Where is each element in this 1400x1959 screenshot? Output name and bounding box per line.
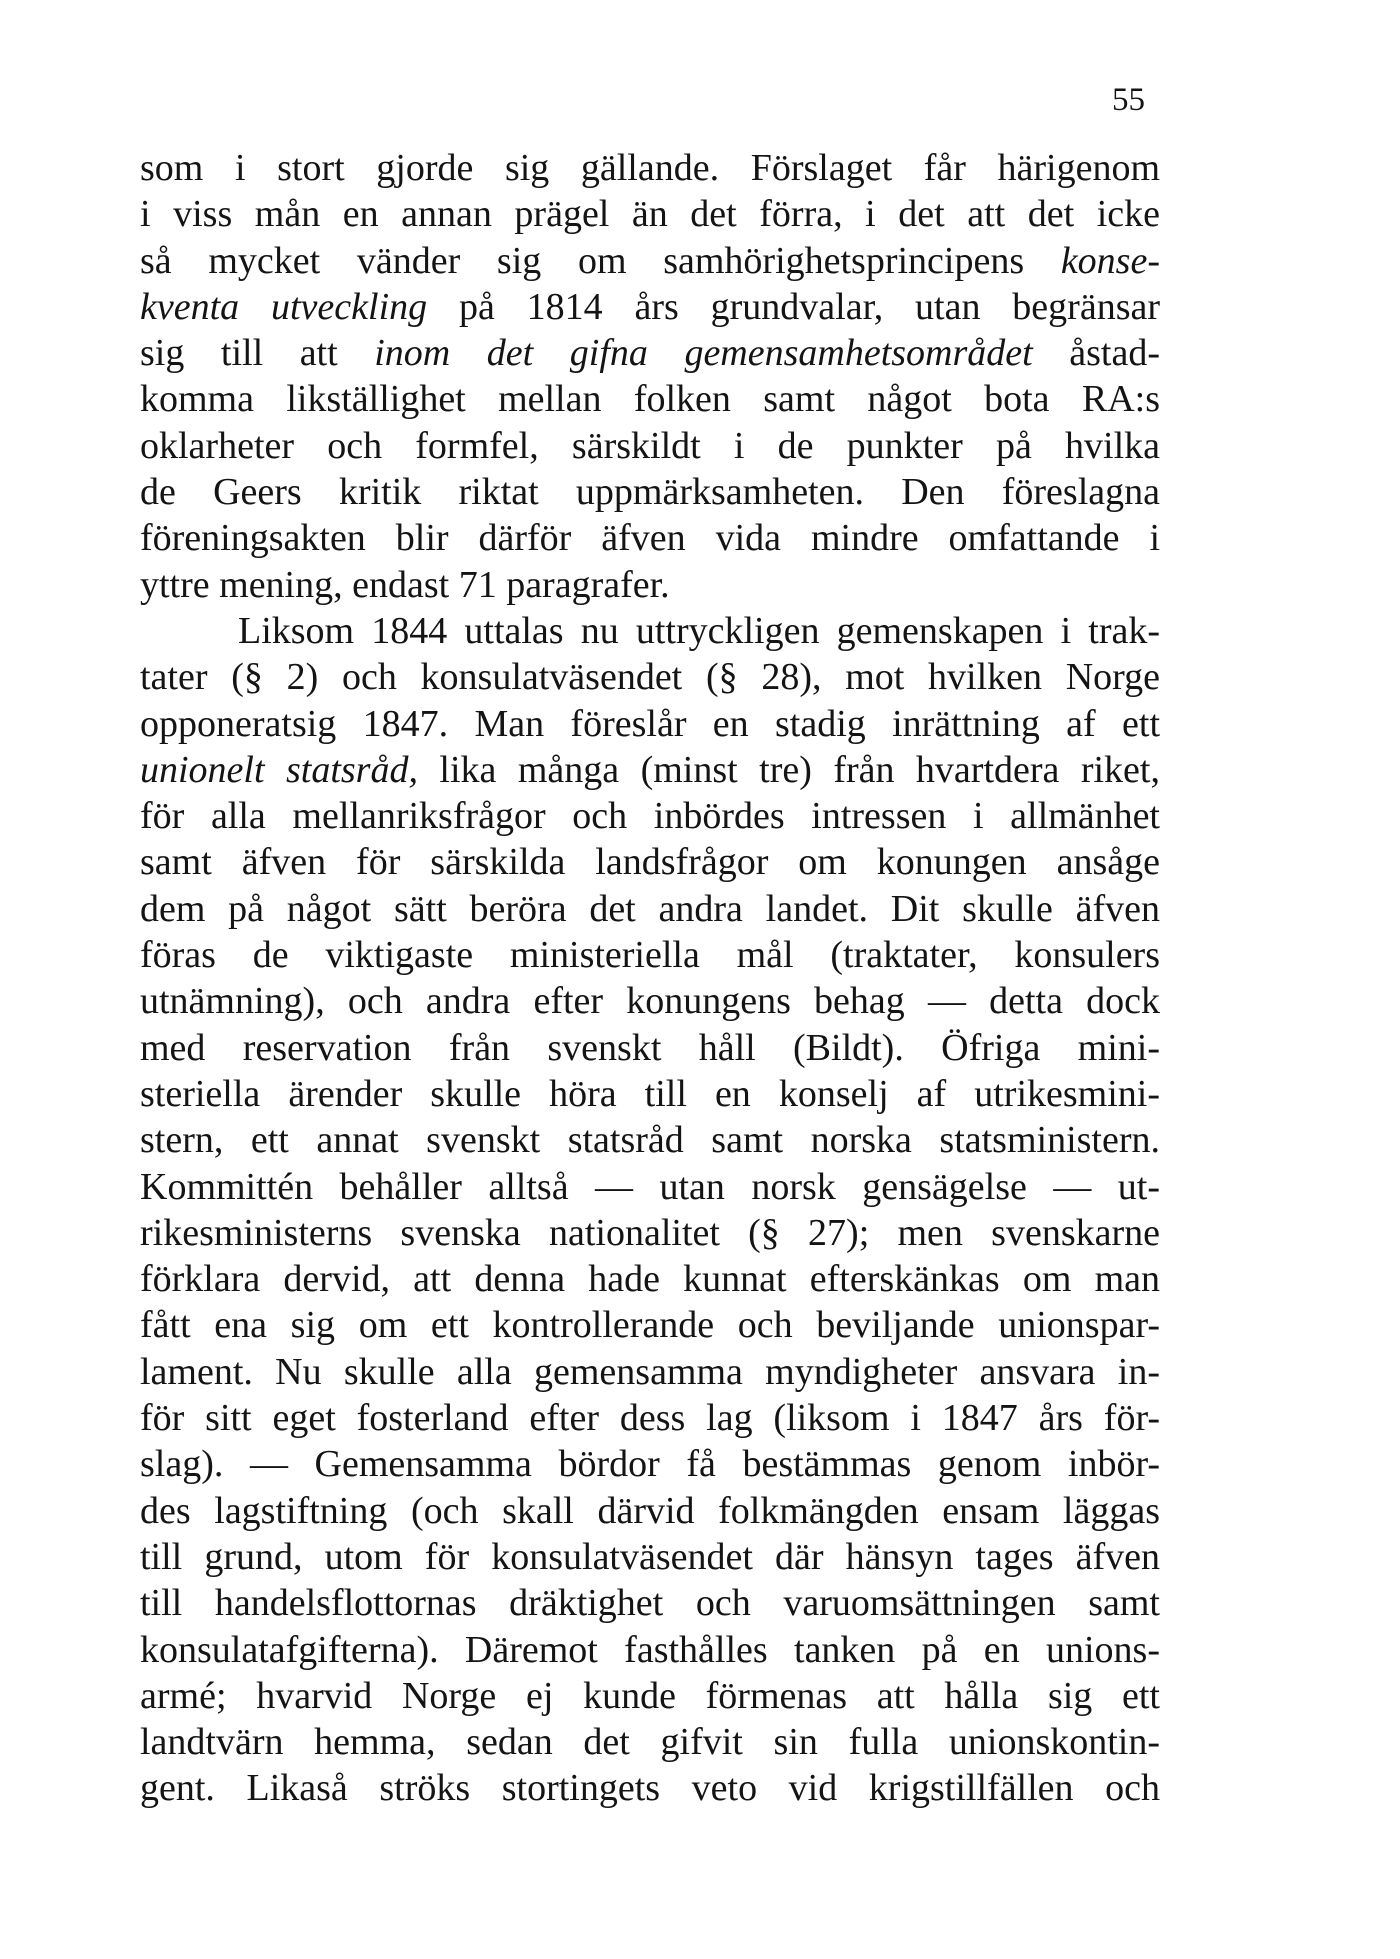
text-segment: till grund, utom för konsulatväsendet där hänsyn tages äfven <box>140 1535 1160 1578</box>
text-line <box>140 793 1160 839</box>
text-line <box>140 1349 1160 1395</box>
text-segment: samt äfven för särskilda landsfrågor om konungen ansåge <box>140 841 1160 884</box>
text-segment: armé; hvarvid Norge ej kunde förmenas att hålla sig ett <box>140 1674 1160 1717</box>
text-segment: fått ena sig om ett kontrollerande och beviljande unionspar- <box>140 1304 1160 1347</box>
text-line <box>140 238 1160 284</box>
text-line <box>140 330 1160 376</box>
text-segment: gent. Likaså ströks stortingets veto vid krigstillfällen och <box>140 1767 1160 1810</box>
text-segment: tater (§ 2) och konsulatväsendet (§ 28), mot hvilken Norge <box>140 656 1160 699</box>
italic-text: konse- <box>1060 239 1160 282</box>
text-segment: för alla mellanriksfrågor och inbördes intressen i allmänhet <box>140 795 1160 838</box>
text-line <box>140 1627 1160 1673</box>
text-segment: yttre mening, endast 71 paragrafer. <box>140 563 670 606</box>
text-segment: i viss mån en annan prägel än det förra, i det att det icke <box>140 193 1160 236</box>
text-line <box>140 654 1160 700</box>
text-segment: föras de viktigaste ministeriella mål (traktater, konsulers <box>140 934 1160 977</box>
text-segment: rikesministerns svenska nationalitet (§ 27); men svenskarne <box>140 1211 1160 1254</box>
text-segment: konsulatafgifterna). Däremot fasthålles tanken på en unions- <box>140 1628 1160 1671</box>
text-line <box>140 1488 1160 1534</box>
text-segment: som i stort gjorde sig gällande. Förslaget får härigenom <box>140 147 1160 189</box>
text-segment: Liksom 1844 uttalas nu uttryckligen gemenskapen i trak- <box>238 609 1160 652</box>
text-segment: föreningsakten blir därför äfven vida mindre omfattande i <box>140 517 1160 560</box>
text-segment: för sitt eget fosterland efter dess lag (liksom i 1847 års för- <box>140 1397 1160 1440</box>
text-segment: Kommittén behåller alltså — utan norsk gensägelse — ut- <box>140 1165 1160 1208</box>
text-line <box>140 1025 1160 1071</box>
text-segment: så mycket vänder sig om samhörighetsprincipens <box>140 239 1061 282</box>
text-line <box>140 886 1160 932</box>
text-segment: stern, ett annat svenskt statsråd samt norska statsministern. <box>140 1119 1160 1162</box>
text-segment: komma likställighet mellan folken samt något bota RA:s <box>140 378 1160 421</box>
text-line <box>140 1534 1160 1580</box>
text-segment: oklarheter och formfel, särskildt i de punkter på hvilka <box>140 424 1160 467</box>
body-text <box>140 145 1160 1812</box>
text-line <box>140 376 1160 422</box>
text-segment: steriella ärender skulle höra till en konselj af utrikesmini- <box>140 1072 1160 1115</box>
italic-text: unionelt statsråd, <box>140 748 418 791</box>
italic-text: kventa utveckling <box>140 285 428 328</box>
text-line <box>140 1117 1160 1163</box>
text-line <box>140 515 1160 561</box>
text-segment: förklara dervid, att denna hade kunnat efterskänkas om man <box>140 1258 1160 1301</box>
page-number: 55 <box>1112 82 1145 118</box>
text-line <box>140 562 1160 608</box>
text-segment: des lagstiftning (och skall därvid folkmängden ensam läggas <box>140 1489 1160 1532</box>
text-line <box>140 932 1160 978</box>
text-line <box>140 1719 1160 1765</box>
text-segment: slag). — Gemensamma bördor få bestämmas genom inbör- <box>140 1443 1160 1486</box>
text-line <box>140 284 1160 330</box>
text-line <box>140 1441 1160 1487</box>
text-line <box>140 1164 1160 1210</box>
text-line <box>140 1210 1160 1256</box>
text-line <box>140 701 1160 747</box>
text-segment: lika många (minst tre) från hvartdera riket, <box>417 748 1160 791</box>
text-segment: på 1814 års grundvalar, utan begränsar <box>427 285 1161 328</box>
text-line <box>140 1256 1160 1302</box>
text-line <box>140 469 1160 515</box>
text-segment: de Geers kritik riktat uppmärksamheten. Den föreslagna <box>140 471 1160 514</box>
text-line <box>140 747 1160 793</box>
text-line <box>140 145 1160 191</box>
text-line <box>140 1071 1160 1117</box>
text-line <box>140 1673 1160 1719</box>
text-segment: opponeratsig 1847. Man föreslår en stadig inrättning af ett <box>140 702 1160 745</box>
text-line <box>140 191 1160 237</box>
text-line <box>140 608 1160 654</box>
text-segment: sig till att <box>140 332 375 375</box>
text-line <box>140 1302 1160 1348</box>
text-line <box>140 1580 1160 1626</box>
italic-text: inom det gifna gemensamhetsområdet <box>374 332 1033 375</box>
text-segment: till handelsflottornas dräktighet och varuomsättningen samt <box>140 1582 1160 1625</box>
text-line <box>140 1395 1160 1441</box>
text-line <box>140 1765 1160 1811</box>
text-line <box>140 423 1160 469</box>
text-line <box>140 839 1160 885</box>
text-segment: dem på något sätt beröra det andra landet. Dit skulle äfven <box>140 887 1160 930</box>
text-segment: med reservation från svenskt håll (Bildt). Öfriga mini- <box>140 1026 1160 1069</box>
text-segment: utnämning), och andra efter konungens behag — detta dock <box>140 980 1160 1023</box>
text-line <box>140 978 1160 1024</box>
text-segment: åstad- <box>1032 332 1161 375</box>
text-segment: lament. Nu skulle alla gemensamma myndigheter ansvara in- <box>140 1350 1160 1393</box>
text-segment: landtvärn hemma, sedan det gifvit sin fulla unionskontin- <box>140 1721 1160 1764</box>
